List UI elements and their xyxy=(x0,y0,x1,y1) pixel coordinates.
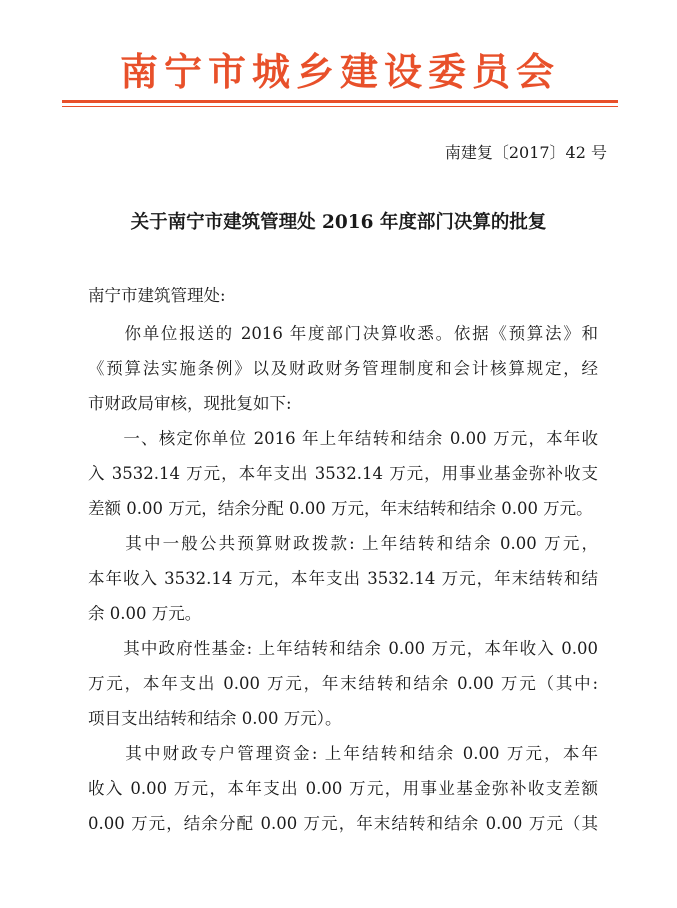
text-line: 其中政府性基金: 上年结转和结余 0.00 万元，本年收入 0.00 xyxy=(88,639,598,658)
text-line: 其中财政专户管理资金: 上年结转和结余 0.00 万元，本年 xyxy=(88,744,598,763)
text-line: 余 0.00 万元。 xyxy=(88,604,202,623)
text-line: 本年收入 3532.14 万元，本年支出 3532.14 万元，年末结转和结 xyxy=(88,569,598,588)
paragraph xyxy=(88,631,598,736)
salutation: 南宁市建筑管理处: xyxy=(88,286,226,305)
paragraph xyxy=(88,316,598,421)
paragraph xyxy=(88,421,598,526)
paragraph xyxy=(88,736,598,841)
text-line: 0.00 万元，结余分配 0.00 万元，年末结转和结余 0.00 万元（其 xyxy=(88,814,598,833)
text-line: 一、核定你单位 2016 年上年结转和结余 0.00 万元，本年收 xyxy=(88,429,598,448)
document-title: 关于南宁市建筑管理处 2016 年度部门决算的批复 xyxy=(130,212,547,233)
text-line: 市财政局审核，现批复如下: xyxy=(88,394,292,413)
text-line: 你单位报送的 2016 年度部门决算收悉。依据《预算法》和 xyxy=(88,324,598,343)
document-number: 南建复〔2017〕42 号 xyxy=(444,143,607,162)
text-line: 其中一般公共预算财政拨款: 上年结转和结余 0.00 万元， xyxy=(88,534,598,553)
text-line: 入 3532.14 万元，本年支出 3532.14 万元，用事业基金弥补收支 xyxy=(88,464,598,483)
header-rule-thick xyxy=(62,100,618,103)
text-line: 差额 0.00 万元，结余分配 0.00 万元，年末结转和结余 0.00 万元。 xyxy=(88,499,593,518)
text-line: 项目支出结转和结余 0.00 万元）。 xyxy=(88,709,342,728)
body-text xyxy=(88,316,598,841)
text-line: 万元，本年支出 0.00 万元，年末结转和结余 0.00 万元（其中: xyxy=(88,674,598,693)
text-line: 《预算法实施条例》以及财政财务管理制度和会计核算规定，经 xyxy=(88,359,598,378)
paragraph xyxy=(88,526,598,631)
issuing-authority-header: 南宁市城乡建设委员会 xyxy=(119,49,560,94)
text-line: 收入 0.00 万元，本年支出 0.00 万元，用事业基金弥补收支差额 xyxy=(88,779,598,798)
header-rule-thin xyxy=(62,106,618,107)
